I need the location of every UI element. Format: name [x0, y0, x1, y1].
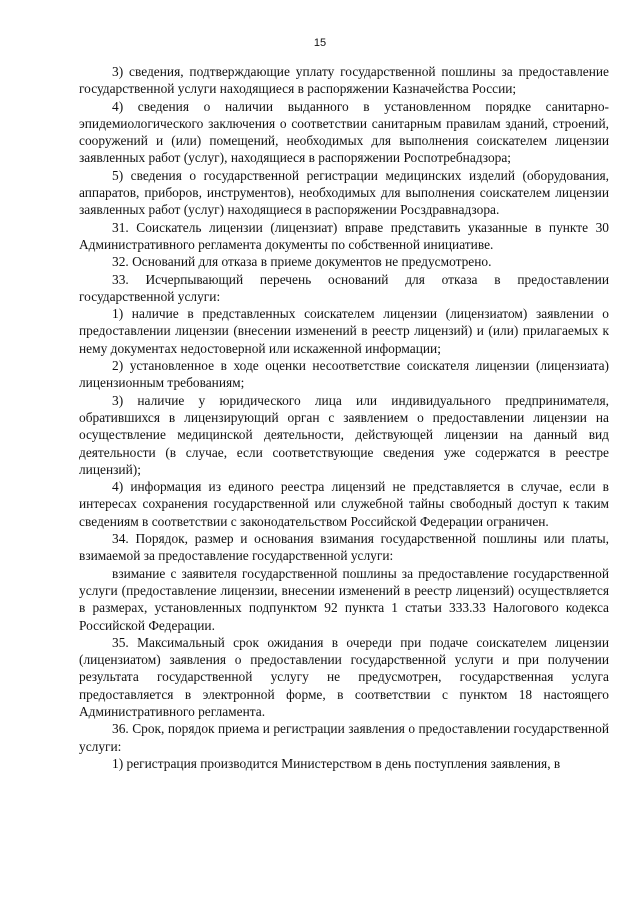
paragraph-36-item-1: 1) регистрация производится Министерством в день поступления заявления, в [112, 755, 561, 771]
paragraph-33-item-1: 1) наличие в представленных соискателем лицензии (лицензиатом) заявлении о предоставлении лицензии (внесении изменений в реестр лицензий) и (или) прилагаемых к нему документах недостоверной или искаженной информации; [79, 306, 609, 356]
paragraph-33-item-4: 4) информация из единого реестра лицензий не представляется в случае, если в интересах сохранения государственной или служебной тайны свободный доступ к таким сведениям в соответствии с законодательством Российской Федерации ограничен. [79, 479, 609, 529]
paragraph-31: 31. Соискатель лицензии (лицензиат) вправе представить указанные в пункте 30 Административного регламента документы по собственной инициативе. [79, 219, 609, 252]
paragraph-33: 33. Исчерпывающий перечень оснований для отказа в предоставлении государственной услуги: [79, 271, 609, 304]
paragraph-33-item-2: 2) установленное в ходе оценки несоответствие соискателя лицензии (лицензиата) лицензионным требованиям; [79, 358, 609, 391]
paragraph-36: 36. Срок, порядок приема и регистрации заявления о предоставлении государственной услуги: [79, 721, 609, 754]
paragraph-33-item-3: 3) наличие у юридического лица или индивидуального предпринимателя, обратившихся в лицензирующий орган с заявлением о предоставлении лицензии на осуществление медицинской деятельности, действующей лицензии на данный вид деятельности (в случае, если соответствующие сведения уже содержатся в реестре лицензий); [79, 392, 609, 477]
paragraph-item-5-medical-devices: 5) сведения о государственной регистрации медицинских изделий (оборудования, аппаратов, приборов, инструментов), необходимых для выполнения соискателем лицензии заявленных работ (услуг) находящиеся в распоряжении Росздравнадзора. [79, 167, 609, 218]
page-number: 15 [313, 37, 327, 49]
paragraph-35: 35. Максимальный срок ожидания в очереди при подаче соискателем лицензии (лицензиатом) заявления о предоставлении государственной услуги и при получении результата государственной услугу не предусмотрен, государственная услуга предоставляется в электронной форме, в соответствии с пунктом 18 настоящего Административного регламента. [79, 634, 609, 719]
paragraph-item-4-sanitary: 4) сведения о наличии выданного в установленном порядке санитарно-эпидемиологического заключения о соответствии санитарным правилам зданий, строений, сооружений и (или) помещений, необходимых для выполнения соискателем лицензии заявленных работ (услуг), находящиеся в распоряжении Роспотребнадзора; [79, 98, 609, 166]
paragraph-34: 34. Порядок, размер и основания взимания государственной пошлины или платы, взимаемой за предоставление государственной услуги: [79, 531, 609, 564]
paragraph-34-fee: взимание с заявителя государственной пошлины за предоставление государственной услуги (предоставление лицензии, внесении изменений в реестр лицензий) осуществляется в размерах, установленных подпунктом 92 пункта 1 статьи 333.33 Налогового кодекса Российской Федерации. [79, 565, 609, 633]
paragraph-32: 32. Оснований для отказа в приеме документов не предусмотрено. [112, 254, 492, 270]
document-body [79, 63, 609, 772]
paragraph-item-3-treasury: 3) сведения, подтверждающие уплату государственной пошлины за предоставление государственной услуги находящиеся в распоряжении Казначейства России; [79, 64, 609, 97]
